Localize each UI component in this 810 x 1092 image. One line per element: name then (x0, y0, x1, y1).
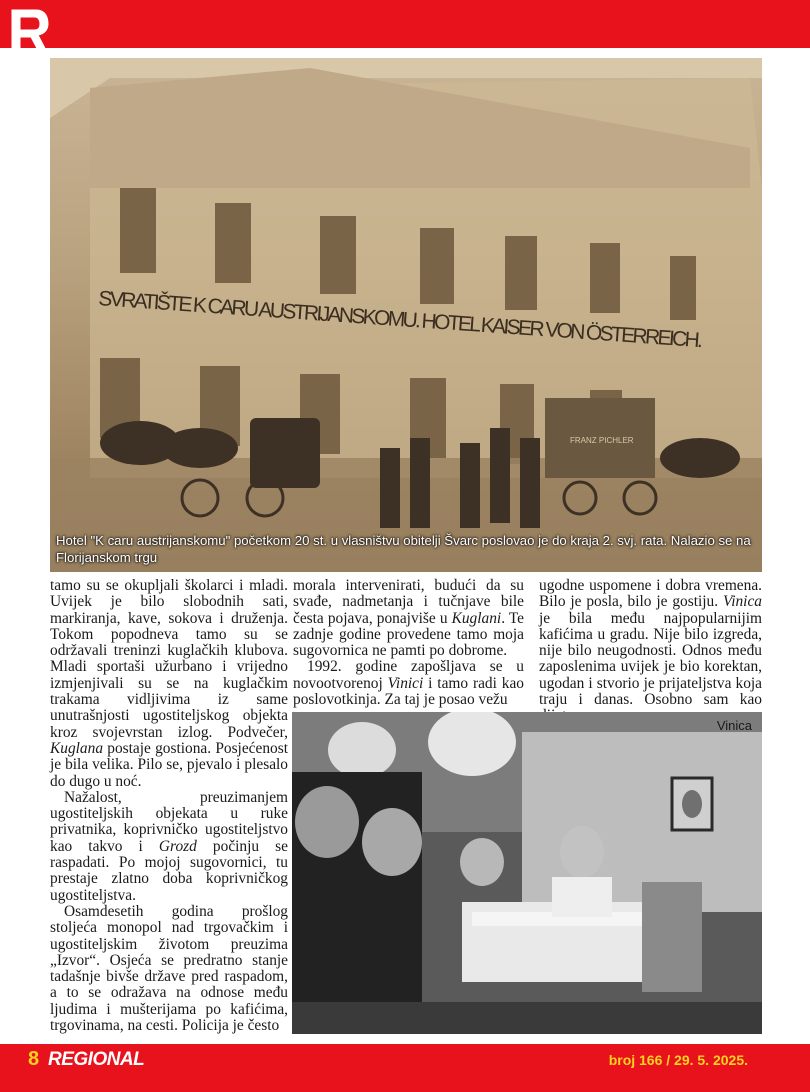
paragraph: Nažalost, preuzimanjem ugostiteljskih objekata u ruke privatnika, koprivničko ugostiteljstvo kao takvo i Grozd počinju se raspadati. Po mojoj sugovornici, tu prestaje zlatno doba koprivničkog ugostiteljstva. (50, 788, 288, 904)
hotel-historic-photo (50, 58, 762, 572)
paragraph: tamo su se okupljali školarci i mladi. Uvijek je bilo slobodnih sati, markiranja, kave, sokova i druženja. Tokom popodneva tamo su se održavali treninzi kuglačkih klubova. Mladi sportaši užurbano i vrijedno izmjenjivali su se na kuglačkim trakama vidljivima iz same unutrašnjosti ugostiteljskog objekta kroz svojevrstan izlog. Podvečer, Kuglana postaje gostiona. Posjećenost je bila velika. Pilo se, pjevalo i plesalo do dugo u noć. (50, 577, 288, 790)
paragraph: morala intervenirati, budući da su svađe, nadmetanja i tučnjave bile česta pojava, ponajviše u Kuglani. Te zadnje godine provedene tamo moja sugovornica ne pamti po dobrome. (293, 577, 524, 660)
brand-logo: REGIONAL (48, 1049, 145, 1070)
paragraph: 1992. godine zapošljava se u novootvorenoj Vinici i tamo radi kao poslovotkinja. Za taj je posao vežu (293, 658, 524, 709)
issue-info: broj 166 / 29. 5. 2025. (608, 1052, 748, 1068)
vinica-cafe-photo (292, 712, 762, 1034)
article-column-1 (50, 578, 288, 1034)
article-column-3 (539, 578, 762, 725)
photo-caption: Hotel "K caru austrijanskomu" početkom 20 st. u vlasništvu obitelji Švarc poslovao je do kraja 2. svj. rata. Nalazio se na Florijanskom trgu (56, 533, 751, 565)
paragraph: Osamdesetih godina prošlog stoljeća monopol nad trgovačkim i ugostiteljskim životom preuzima „Izvor“. Osjeća se predratno stanje tadašnje bivše države pred raspadom, a to se odražava na odnose među ljudima i mušterijama po kafićima, trgovinama, na cesti. Policija je često (50, 902, 288, 1035)
header-bar (0, 0, 810, 48)
paragraph: ugodne uspomene i dobra vremena. Bilo je posla, bilo je gostiju. Vinica je bila među najpopularnijim kafićima u gradu. Nije bilo izgreda, nije bilo neugodnosti. Odnos među zaposlenima uvijek je bio korektan, ugodan i stvorio je prijateljstva koja traju i danas. Osobno sam kao (539, 577, 762, 709)
page-number: 8 (28, 1048, 40, 1070)
hotel-sign-text: SVRATIŠTE K CARU AUSTRIJANSKOMU. HOTEL KAISER VON ÖSTERREICH. (97, 287, 704, 353)
wagon-sign-text: FRANZ PICHLER (570, 436, 634, 445)
regional-logo-icon (8, 4, 50, 58)
photo-label: Vinica (716, 718, 752, 733)
article-column-2 (293, 578, 524, 708)
